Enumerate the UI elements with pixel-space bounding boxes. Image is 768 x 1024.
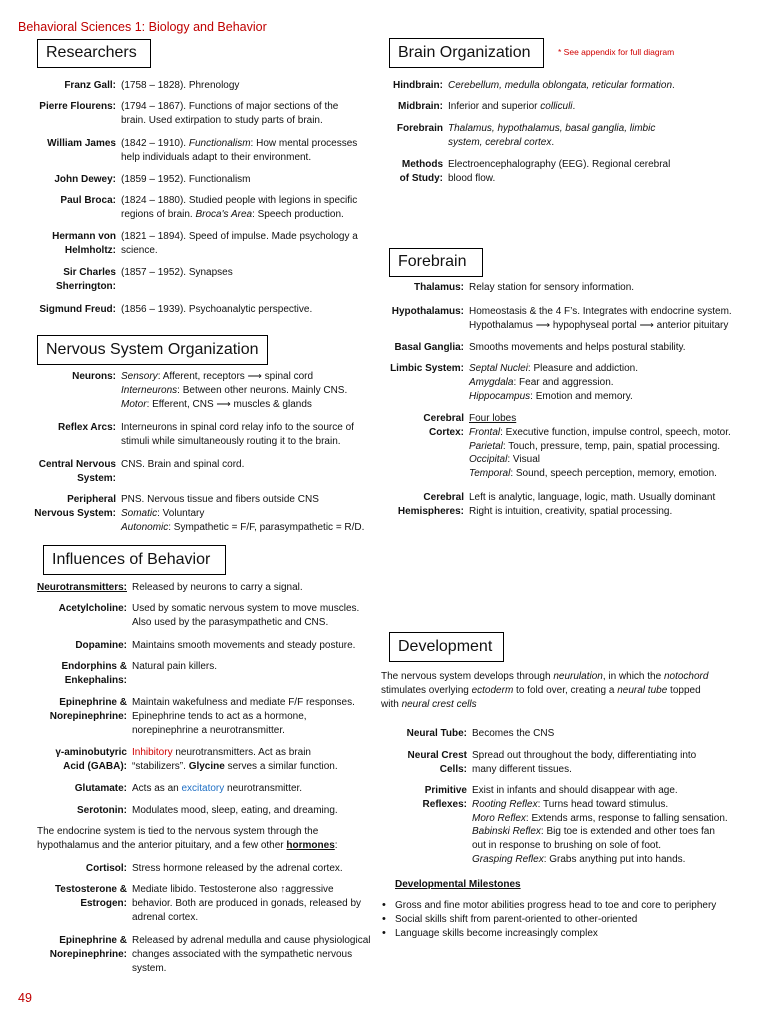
researcher-name: John Dewey: — [54, 174, 116, 185]
term-definition: Released by adrenal medulla and cause physiological changes associated with the sympathetic nervous system. — [132, 935, 371, 974]
glutamate-row — [20, 782, 302, 796]
term-label: Neurotransmitters: — [36, 582, 127, 593]
term-definition: Interneurons in spinal cord relay info to the source of stimuli while simultaneously routing it to the brain. — [121, 422, 354, 447]
term-definition: Relay station for sensory information. — [469, 282, 635, 293]
testosterone-row — [20, 883, 361, 924]
term-definition: Smooths movements and helps postural stability. — [469, 342, 686, 353]
thalamus-row — [380, 281, 634, 295]
researcher-text: (1857 – 1952). Synapses — [121, 267, 233, 278]
researcher-broca — [20, 194, 357, 222]
researcher-name: William James — [47, 138, 116, 149]
term-label: Neurons: — [72, 371, 116, 382]
term-label: Cortisol: — [85, 863, 127, 874]
term-definition: Homeostasis & the 4 F’s. Integrates with endocrine system. Hypothalamus ⟶ hypophyseal portal ⟶ anterior pituitary — [469, 306, 732, 331]
term-definition: Spread out throughout the body, differentiating into many different tissues. — [472, 750, 697, 775]
basal-ganglia-row — [380, 341, 686, 355]
researcher-helmholtz — [20, 230, 358, 258]
neural-crest-row — [380, 749, 696, 777]
term-label: Endorphins & Enkephalins: — [61, 661, 127, 686]
nervous-heading: Nervous System Organization — [46, 340, 259, 358]
hypothalamus-row — [380, 305, 732, 333]
nervous-pns — [20, 493, 364, 534]
midbrain-row — [380, 100, 575, 114]
influences-heading: Influences of Behavior — [52, 550, 211, 568]
term-label: Epinephrine & Norepinephrine: — [49, 697, 127, 722]
term-label: Methods of Study: — [399, 159, 443, 184]
term-label: Central Nervous System: — [38, 459, 116, 484]
term-definition: CNS. Brain and spinal cord. — [121, 459, 245, 470]
term-label: Peripheral Nervous System: — [34, 494, 116, 519]
term-definition: Exist in infants and should disappear with age. Rooting Reflex: Turns head toward stimulus. Moro Reflex: Extends arms, response to falling sensation. Babinski Reflex: Big toe is extended and other toes fan out in response to brushing on sole of foot. Grasping Reflex: Grabs anything put into hands. — [472, 785, 728, 865]
nervous-neurons — [20, 370, 347, 411]
term-definition: Thalamus, hypothalamus, basal ganglia, limbic system, cerebral cortex. — [448, 123, 656, 148]
appendix-note: * See appendix for full diagram — [558, 47, 675, 57]
term-label: Thalamus: — [413, 282, 464, 293]
researcher-flourens — [20, 100, 338, 128]
forebrain-heading: Forebrain — [398, 253, 467, 271]
term-definition: Becomes the CNS — [472, 728, 555, 739]
term-label: Cerebral Cortex: — [423, 413, 464, 438]
term-definition: Inferior and superior colliculi. — [448, 101, 576, 112]
researcher-text: (1824 – 1880). Studied people with legions in specific regions of brain. Broca's Area: Speech production. — [121, 195, 358, 220]
researcher-name: Pierre Flourens: — [39, 101, 116, 112]
page-header: Behavioral Sciences 1: Biology and Behavior — [18, 20, 267, 34]
researcher-name: Franz Gall: — [64, 80, 116, 91]
nervous-cns — [20, 458, 244, 486]
acetylcholine-row — [20, 602, 359, 630]
term-label: Neural Tube: — [406, 728, 467, 739]
gaba-row — [20, 746, 338, 774]
term-label: Limbic System: — [390, 363, 464, 374]
term-definition: Sensory: Afferent, receptors ⟶ spinal cord Interneurons: Between other neurons. Mainly CNS. Motor: Efferent, CNS ⟶ muscles & glands — [121, 371, 348, 410]
term-definition: Released by neurons to carry a signal. — [132, 582, 303, 593]
term-definition: Acts as an excitatory neurotransmitter. — [132, 783, 303, 794]
term-label: Midbrain: — [398, 101, 443, 112]
term-label: Neural Crest Cells: — [407, 750, 467, 775]
development-heading-box — [389, 632, 504, 662]
brain-heading-box — [389, 38, 544, 68]
list-item: • Language skills become increasingly complex — [380, 927, 716, 941]
term-definition: Mediate libido. Testosterone also ↑aggressive behavior. Both are produced in gonads, released by adrenal cortex. — [132, 884, 362, 923]
cortisol-row — [20, 862, 343, 876]
researcher-freud — [20, 303, 312, 317]
endorphins-row — [20, 660, 217, 688]
page-number: 49 — [18, 991, 32, 1005]
term-definition: Stress hormone released by the adrenal cortex. — [132, 863, 343, 874]
milestones-list — [380, 899, 716, 940]
term-label: Serotonin: — [77, 805, 127, 816]
nervous-heading-box — [37, 335, 268, 365]
term-definition: Four lobes Frontal: Executive function, impulse control, speech, motor. Parietal: Touch, pressure, temp, pain, spatial processing. Occipital: Visual Temporal: Sound, speech perception, memory, emotion. — [469, 413, 731, 480]
term-label: Hypothalamus: — [391, 306, 464, 317]
term-definition: Used by somatic nervous system to move muscles. Also used by the parasympathetic and CNS. — [132, 603, 360, 628]
researcher-sherrington — [20, 266, 233, 294]
term-definition: Cerebellum, medulla oblongata, reticular formation. — [448, 80, 675, 91]
milestones-heading: Developmental Milestones — [395, 879, 521, 890]
researcher-gall — [20, 79, 239, 93]
researcher-name: Paul Broca: — [60, 195, 116, 206]
term-definition: PNS. Nervous tissue and fibers outside CNS Somatic: Voluntary Autonomic: Sympathetic = F/F, parasympathetic = R/D. — [121, 494, 365, 533]
list-item: • Gross and fine motor abilities progress head to toe and core to periphery — [380, 899, 716, 913]
hemispheres-row — [380, 491, 715, 519]
primitive-reflexes-row — [380, 784, 728, 867]
term-definition: Modulates mood, sleep, eating, and dreaming. — [132, 805, 338, 816]
term-label: Glutamate: — [74, 783, 127, 794]
influences-heading-box — [43, 545, 226, 575]
neurotransmitters-row — [20, 581, 303, 595]
term-label: Cerebral Hemispheres: — [397, 492, 464, 517]
researchers-heading: Researchers — [46, 44, 137, 62]
dopamine-row — [20, 639, 355, 653]
forebrain-heading-box — [389, 248, 483, 277]
term-label: Hindbrain: — [393, 80, 443, 91]
term-definition: Maintains smooth movements and steady posture. — [132, 640, 356, 651]
limbic-row — [380, 362, 638, 403]
brain-heading: Brain Organization — [398, 43, 531, 61]
term-label: Epinephrine & Norepinephrine: — [49, 935, 127, 960]
nervous-reflex — [20, 421, 354, 449]
term-definition: Natural pain killers. — [132, 661, 218, 672]
researcher-name: Hermann von Helmholtz: — [52, 231, 116, 256]
term-definition: Maintain wakefulness and mediate F/F responses. Epinephrine tends to act as a hormone, norepinephrine a neurotransmitter. — [132, 697, 355, 736]
term-definition: Left is analytic, language, logic, math. Usually dominant Right is intuition, creativity, spatial processing. — [469, 492, 716, 517]
term-label: Basal Ganglia: — [394, 342, 464, 353]
term-label: Primitive Reflexes: — [422, 785, 467, 810]
development-intro: The nervous system develops through neurulation, in which the notochord stimulates overlying ectoderm to fold over, creating a neural tube topped with neural crest cells — [381, 671, 709, 710]
researcher-text: (1758 – 1828). Phrenology — [121, 80, 240, 91]
list-item: • Social skills shift from parent-oriented to other-oriented — [380, 913, 716, 927]
development-heading: Development — [398, 637, 493, 655]
term-definition: Inhibitory neurotransmitters. Act as brain “stabilizers”. Glycine serves a similar function. — [132, 747, 338, 772]
epinephrine-row — [20, 696, 355, 737]
researcher-text: (1856 – 1939). Psychoanalytic perspective. — [121, 304, 313, 315]
researcher-dewey — [20, 173, 251, 187]
researcher-text: (1794 – 1867). Functions of major sections of the brain. Used extirpation to study parts of brain. — [121, 101, 339, 126]
epinephrine-hormone-row — [20, 934, 371, 975]
term-label: Acetylcholine: — [58, 603, 127, 614]
cerebral-cortex-row — [380, 412, 731, 481]
serotonin-row — [20, 804, 338, 818]
term-label: Dopamine: — [75, 640, 127, 651]
methods-row — [380, 158, 670, 186]
term-definition: Electroencephalography (EEG). Regional cerebral blood flow. — [448, 159, 671, 184]
term-definition: Septal Nuclei: Pleasure and addiction. Amygdala: Fear and aggression. Hippocampus: Emotion and memory. — [469, 363, 638, 402]
researcher-name: Sigmund Freud: — [39, 304, 116, 315]
term-label: γ-aminobutyric Acid (GABA): — [55, 747, 127, 772]
term-label: Testosterone & Estrogen: — [54, 884, 127, 909]
up-arrow-icon: ↑ — [280, 884, 286, 895]
forebrain-row — [380, 122, 655, 150]
researchers-heading-box — [37, 39, 151, 68]
hindbrain-row — [380, 79, 675, 93]
researcher-text: (1842 – 1910). Functionalism: How mental processes help individuals adapt to their environment. — [121, 138, 358, 163]
term-label: Forebrain — [396, 123, 443, 134]
term-label: Reflex Arcs: — [58, 422, 116, 433]
endocrine-paragraph: The endocrine system is tied to the nervous system through the hypothalamus and the anterior pituitary, and a few other hormones: — [37, 826, 338, 851]
researcher-name: Sir Charles Sherrington: — [56, 267, 116, 292]
researcher-james — [20, 137, 357, 165]
neural-tube-row — [380, 727, 554, 741]
researcher-text: (1859 – 1952). Functionalism — [121, 174, 251, 185]
researcher-text: (1821 – 1894). Speed of impulse. Made psychology a science. — [121, 231, 358, 256]
